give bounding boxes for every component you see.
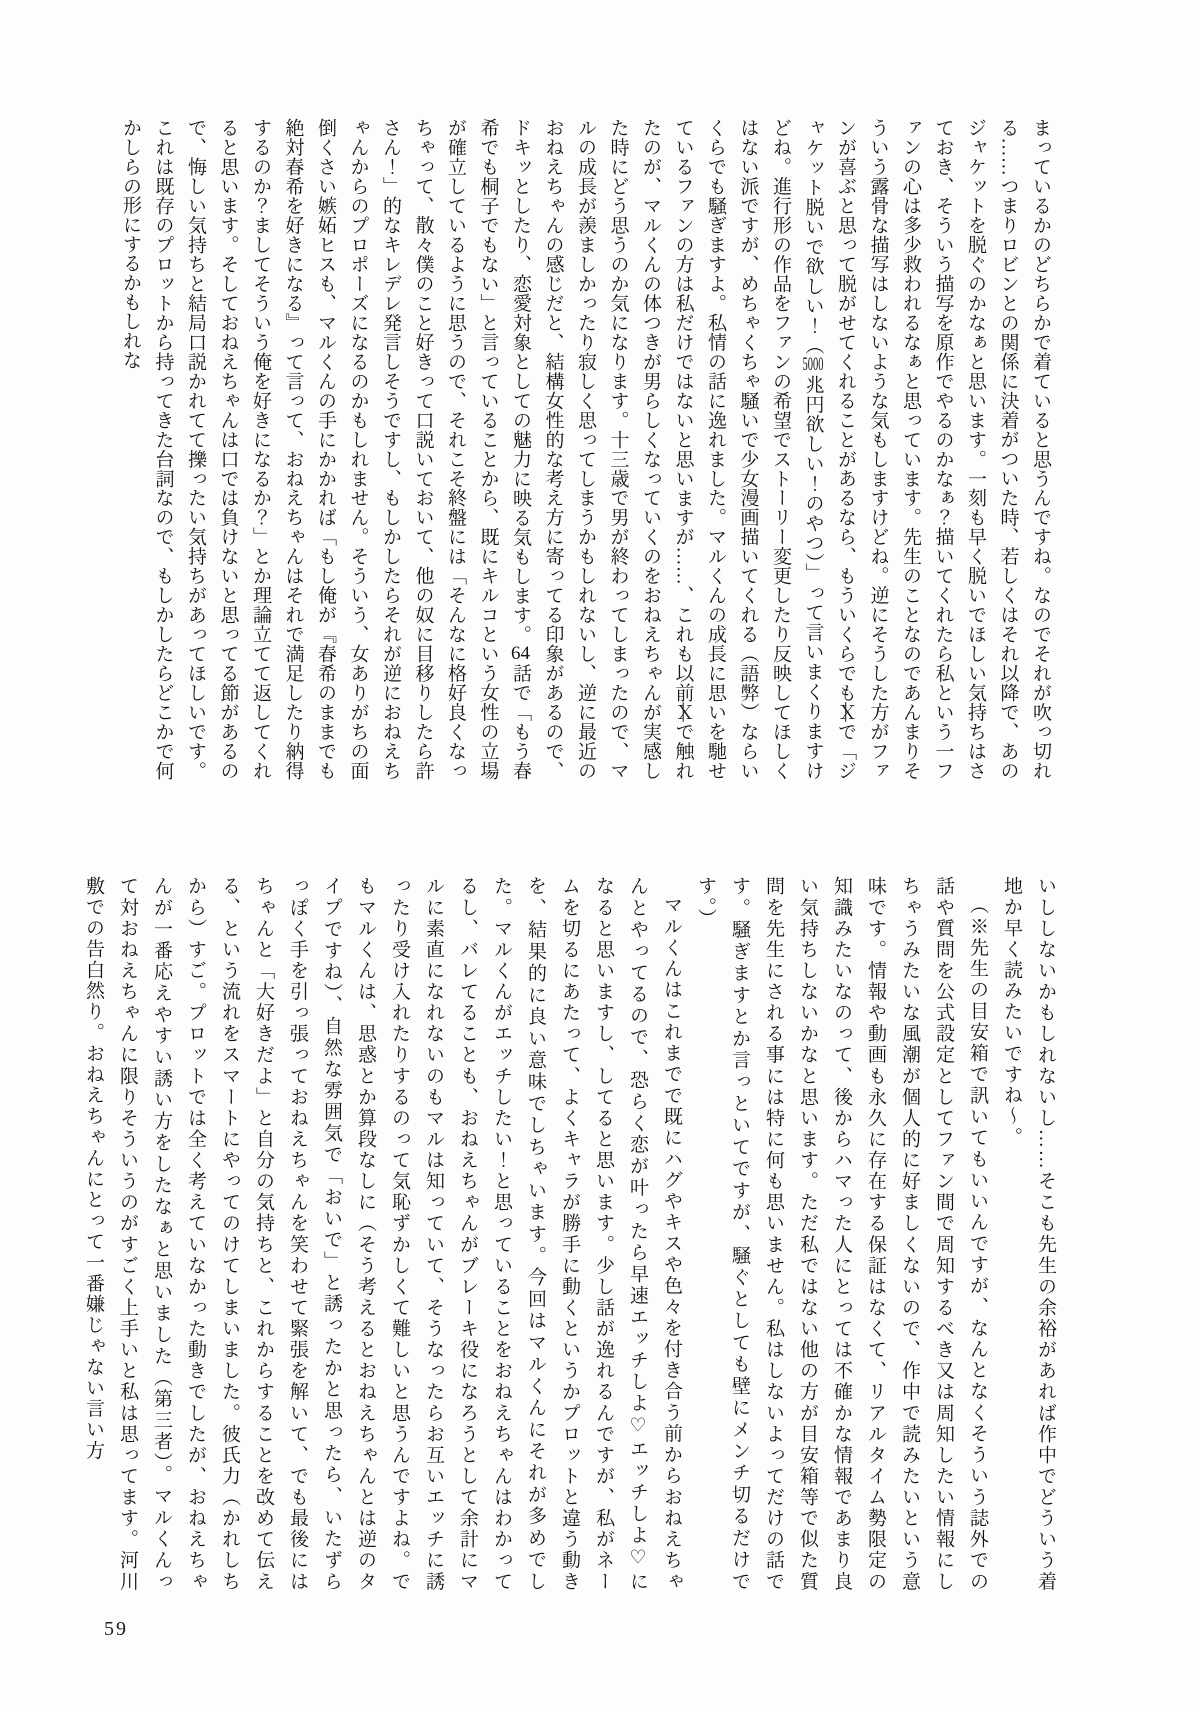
- bottom-text-block: [70, 876, 1062, 1592]
- page-number: 59: [104, 1618, 128, 1640]
- afterword-paragraph: マルくんはこれまでで既にハグやキスや色々を付き合う前からおねえちゃんとやってるので、恐らく恋が叶ったら早速エッチしよ♡エッチしよ♡になると思いますし、してると思います。少し話が逸れるんですが、私がネームを切るにあたって、よくキャラが勝手に動くというかプロットと違う動きを、結果的に良い意味でしちゃいます。今回はマルくんにそれが多めでした。マルくんがエッチしたい！と思っていることをおねえちゃんはわかってるし、バレてることも、おねえちゃんがブレーキ役になろうとして余計にマルに素直になれないのもマルは知っていて、そうなったらお互いエッチに誘ったり受け入れたりするのって気恥ずかしくて難しいと思うんですよね。でもマルくんは、思惑とか算段なしに（そう考えるとおねえちゃんとは逆のタイプですね）、自然な雰囲気で「おいで」と誘ったかと思ったら、いたずらっぽく手を引っ張っておねえちゃんを笑わせて緊張を解いて、でも最後にはちゃんと「大好きだよ」と自分の気持ちと、これからすることを改めて伝える、という流れをスマートにやってのけてしまいました。彼氏力（かれしちから）すご。プロットでは全く考えていなかった動きでしたが、おねえちゃんが一番応えやすい誘い方をしたなぁと思いました（第三者）。マルくんって対おねえちゃんに限りそういうのがすごく上手いと私は思ってます。河川敷での告白然り。おねえちゃんにとって一番嫌じゃない言い方: [83, 876, 682, 1592]
- afterword-paragraph-continued: まっているかのどちらかで着ていると思うんですね。なのでそれが吹っ切れる……つまりロビンとの関係に決着がついた時、若しくはそれ以降で、あのジャケットを脱ぐのかなぁと思います。一刻も早く脱いでほしい気持ちはさておき、そういう描写を原作でやるのかなぁ？描いてくれたら私という一ファンの心は多少救われるなぁと思っています。先生のことなのであんまりそういう露骨な描写はしないような気もしますけどね。逆にそうした方がファンが喜ぶと思って脱がせてくれることがあるなら、もういくらでもＸで「ジャケット脱いで欲しい！（5000兆円欲しい！のやつ）」って言いまくりますけどね。進行形の作品をファンの希望でストーリー変更したり反映してほしくはない派ですが、めちゃくちゃ騒いで少女漫画描いてくれる（語弊）ならいくらでも騒ぎますよ。私情の話に逸れました。マルくんの成長に思いを馳せているファンの方は私だけではないと思いますが……、これも以前Ｘで触れたのが、マルくんの体つきが男らしくなっていくのをおねえちゃんが実感した時にどう思うのか気になります。十三歳で男が終わってしまったので、マルの成長が羨ましかったり寂しく思ってしまうかもしれないし、逆に最近のおねえちゃんの感じだと、結構女性的な考え方に寄ってる印象があるので、ドキッとしたり、恋愛対象としての魅力に映る気もします。64話で「もう春希でも桐子でもない」と言っていることから、既にキルコという女性の立場が確立しているように思うので、それこそ終盤には「そんなに格好良くなっちゃって、散々僕のこと好きって口説いておいて、他の奴に目移りしたら許さん！」的なキレデレ発言しそうですし、もしかしたらそれが逆におねえちゃんからのプロポーズになるのかもしれません。そういう、女ありがちの面倒くさい嫉妬ヒスも、マルくんの手にかかれば「もし俺が『春希のままでも絶対春希を好きになる』って言って、おねえちゃんはそれで満足したり納得するのか？ましてそういう俺を好きになるか？」とか理論立てて返してくれると思います。そしておねえちゃんは口では負けないと思ってる節があるので、悔しい気持ちと結局口説かれてて擽ったい気持ちがあってほしいです。これは既存のプロットから持ってきた台詞なので、もしかしたらどこかで何かしらの形にするかもしれな: [120, 118, 1051, 781]
- afterword-note-paragraph: （※先生の目安箱で訊いてもいいんですが、なんとなくそういう誌外での話や質問を公式設定としてファン間で周知するべき又は周知したい情報にしちゃうみたいな風潮が個人的に好ましくないので、作中で読みたいという意味です。情報や動画も永久に存在する保証はなくて、リアルタイム勢限定の知識みたいなのって、後からハマった人にとっては不確かな情報であまり良い気持ちしないかなと思います。ただ私ではない他の方が目安箱等で似た質問を先生にされる事には特に何も思いません。私はしないよってだけの話です。騒ぎますとか言っといてですが、騒ぐとしても壁にメンチ切るだけです。）: [695, 876, 988, 1592]
- top-text-block: [106, 118, 1056, 780]
- afterword-paragraph-continued: いししないかもしれないし……そこも先生の余裕があれば作中でどういう着地か早く読みたいですね〜。: [1001, 876, 1056, 1592]
